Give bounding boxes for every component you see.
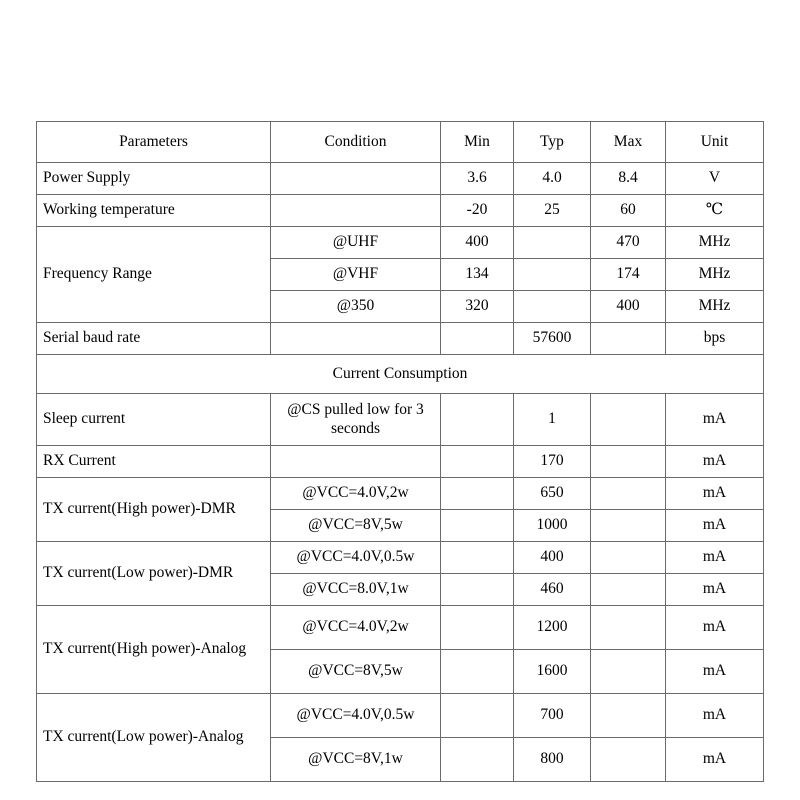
row-parameter: Sleep current [37, 394, 271, 446]
row-parameter: Working temperature [37, 195, 271, 227]
specification-table [36, 121, 764, 782]
row-condition: @VCC=4.0V,2w [271, 606, 441, 650]
row-unit: mA [666, 478, 764, 510]
row-min [441, 510, 514, 542]
row-max [591, 446, 666, 478]
row-typ: 1200 [514, 606, 591, 650]
row-typ [514, 259, 591, 291]
table-row [37, 323, 764, 355]
row-typ: 1000 [514, 510, 591, 542]
row-condition: @VHF [271, 259, 441, 291]
row-unit: MHz [666, 259, 764, 291]
row-condition: @VCC=8V,5w [271, 650, 441, 694]
row-typ: 650 [514, 478, 591, 510]
row-max [591, 510, 666, 542]
row-typ: 4.0 [514, 163, 591, 195]
row-max [591, 694, 666, 738]
table-header-row [37, 122, 764, 163]
row-max [591, 574, 666, 606]
row-max: 60 [591, 195, 666, 227]
row-typ [514, 227, 591, 259]
row-max [591, 738, 666, 782]
row-parameter: TX current(Low power)-Analog [37, 694, 271, 782]
row-parameter: Power Supply [37, 163, 271, 195]
row-parameter: TX current(High power)-Analog [37, 606, 271, 694]
table-row [37, 227, 764, 259]
row-condition: @VCC=8V,1w [271, 738, 441, 782]
row-typ: 1 [514, 394, 591, 446]
row-condition [271, 163, 441, 195]
row-parameter: RX Current [37, 446, 271, 478]
row-unit: mA [666, 510, 764, 542]
row-max: 470 [591, 227, 666, 259]
table-row [37, 446, 764, 478]
row-min [441, 738, 514, 782]
row-unit: mA [666, 394, 764, 446]
row-min: -20 [441, 195, 514, 227]
spec-sheet [36, 121, 763, 782]
column-header-parameters: Parameters [37, 122, 271, 163]
row-condition: @VCC=4.0V,0.5w [271, 542, 441, 574]
row-max: 400 [591, 291, 666, 323]
row-max [591, 394, 666, 446]
column-header-max: Max [591, 122, 666, 163]
row-min [441, 574, 514, 606]
row-typ [514, 291, 591, 323]
row-parameter: Frequency Range [37, 227, 271, 323]
row-typ: 460 [514, 574, 591, 606]
row-unit: mA [666, 542, 764, 574]
table-row [37, 694, 764, 738]
table-row [37, 542, 764, 574]
row-unit: mA [666, 738, 764, 782]
row-condition [271, 195, 441, 227]
row-condition: @VCC=8V,5w [271, 510, 441, 542]
row-condition: @CS pulled low for 3 seconds [271, 394, 441, 446]
section-title: Current Consumption [37, 355, 764, 394]
row-max [591, 323, 666, 355]
row-unit: mA [666, 694, 764, 738]
row-typ: 400 [514, 542, 591, 574]
row-unit: MHz [666, 227, 764, 259]
row-unit: mA [666, 606, 764, 650]
row-min [441, 446, 514, 478]
row-max: 8.4 [591, 163, 666, 195]
column-header-min: Min [441, 122, 514, 163]
row-condition: @350 [271, 291, 441, 323]
row-min [441, 323, 514, 355]
section-header-row [37, 355, 764, 394]
row-condition [271, 323, 441, 355]
row-min: 400 [441, 227, 514, 259]
row-typ: 170 [514, 446, 591, 478]
row-min: 320 [441, 291, 514, 323]
row-typ: 800 [514, 738, 591, 782]
row-min [441, 394, 514, 446]
row-parameter: TX current(Low power)-DMR [37, 542, 271, 606]
row-min [441, 542, 514, 574]
row-typ: 1600 [514, 650, 591, 694]
row-unit: mA [666, 650, 764, 694]
column-header-typ: Typ [514, 122, 591, 163]
row-condition: @UHF [271, 227, 441, 259]
row-min [441, 606, 514, 650]
row-min [441, 650, 514, 694]
row-typ: 57600 [514, 323, 591, 355]
row-unit: mA [666, 446, 764, 478]
row-max [591, 650, 666, 694]
table-row [37, 163, 764, 195]
row-unit: bps [666, 323, 764, 355]
row-condition: @VCC=4.0V,0.5w [271, 694, 441, 738]
row-unit: ℃ [666, 195, 764, 227]
row-unit: mA [666, 574, 764, 606]
row-condition [271, 446, 441, 478]
row-min: 3.6 [441, 163, 514, 195]
column-header-unit: Unit [666, 122, 764, 163]
table-row [37, 394, 764, 446]
row-typ: 25 [514, 195, 591, 227]
row-parameter: Serial baud rate [37, 323, 271, 355]
row-max: 174 [591, 259, 666, 291]
row-condition: @VCC=4.0V,2w [271, 478, 441, 510]
row-max [591, 542, 666, 574]
row-unit: MHz [666, 291, 764, 323]
row-min [441, 694, 514, 738]
row-min: 134 [441, 259, 514, 291]
table-row [37, 606, 764, 650]
row-max [591, 478, 666, 510]
table-row [37, 478, 764, 510]
row-condition: @VCC=8.0V,1w [271, 574, 441, 606]
row-parameter: TX current(High power)-DMR [37, 478, 271, 542]
row-typ: 700 [514, 694, 591, 738]
row-max [591, 606, 666, 650]
column-header-condition: Condition [271, 122, 441, 163]
row-unit: V [666, 163, 764, 195]
row-min [441, 478, 514, 510]
table-row [37, 195, 764, 227]
